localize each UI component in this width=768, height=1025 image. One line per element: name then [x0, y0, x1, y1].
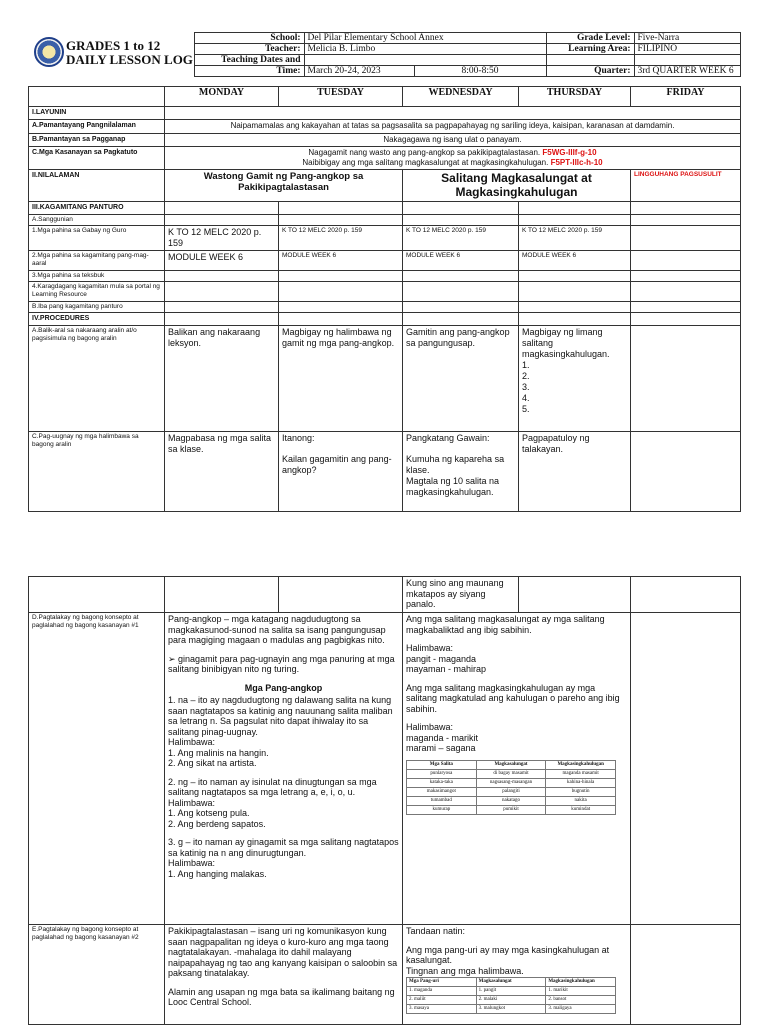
pag-uugnay: C.Pag-uugnay ng mga halimbawa sa bagong aralin: [29, 432, 165, 512]
e-wed: [403, 925, 631, 1025]
ugnay-wed-1: Pangkatang Gawain:: [406, 433, 490, 443]
balik-fri: [631, 326, 741, 432]
mini1-cell: palangiti: [476, 787, 546, 796]
mini1-cell: nagsasang-masangan: [476, 778, 546, 787]
mini1-cell: bugnutin: [546, 787, 616, 796]
pamantayan-pagganap-text: Nakagagawa ng isang ulat o panayam.: [165, 134, 741, 147]
d-mon-h3: Halimbawa:: [168, 858, 216, 868]
balik-thu: [519, 326, 631, 432]
d-mon-ex1b: 2. Ang sikat na artista.: [168, 758, 257, 768]
ugnay-tue-1: Itanong:: [282, 433, 315, 443]
teacher-label: Teacher:: [194, 44, 304, 55]
e-wed-p3: Tingnan ang mga halimbawa.: [406, 965, 524, 976]
day-tuesday: TUESDAY: [279, 87, 403, 107]
balik-mon: Balikan ang nakaraang leksyon.: [165, 326, 279, 432]
ugnay-wed-3: Magtala ng 10 salita na magkasingkahulugan.: [406, 476, 500, 497]
kg-b2: [279, 202, 403, 215]
teksbuk: 3.Mga pahina sa teksbuk: [29, 271, 165, 282]
ugnay-wed-2: Kumuha ng kapareha sa klase.: [406, 454, 505, 475]
p2-c2: [279, 577, 403, 613]
grade-label: Grade Level:: [546, 33, 634, 44]
mini2-cell: 3. malungkot: [476, 1005, 546, 1014]
sg-b3: [403, 215, 519, 226]
pr-b4: [519, 313, 631, 326]
day-monday: MONDAY: [165, 87, 279, 107]
p2-corner: [29, 577, 165, 613]
kagamitang-mag-aaral: 2.Mga pahina sa kagamitang pang-mag-aaral: [29, 251, 165, 271]
p2-c4: [519, 577, 631, 613]
logo-title-line2: DAILY LESSON LOG: [66, 51, 193, 67]
balik-thu-item: 3.: [522, 382, 530, 392]
mini1-cell: makasimangot: [407, 787, 477, 796]
melc-wed: K TO 12 MELC 2020 p. 159: [403, 226, 519, 251]
kg-b3: [403, 202, 519, 215]
d-wed-ex1: pangit - maganda: [406, 653, 477, 664]
tk-b1: [165, 271, 279, 282]
d-mon-p2: ➢ ginagamit para pag-ugnayin ang mga panuring at mga salitang binibigyan nito ng turing.: [168, 653, 395, 674]
teacher-value: Melicia B. Limbo: [304, 44, 546, 55]
d-wed-h1: Halimbawa:: [406, 643, 454, 653]
e-fri: [631, 925, 741, 1025]
karagdagang: 4.Karagdagang kagamitan mula sa portal ng Learning Resource: [29, 282, 165, 302]
ugnay-mon: Magpabasa ng mga salita sa klase.: [165, 432, 279, 512]
mini1-header: Magkasingkahulugan: [546, 760, 616, 769]
kasanayan-text: [165, 147, 741, 170]
d-mon-title: Mga Pang-angkop: [244, 682, 323, 693]
kasanayan-text2: Naibibigay ang mga salitang magkasalungat at magkasingkahulugan.: [302, 158, 549, 167]
ib-b2: [279, 302, 403, 313]
mini1-cell: nakatago: [476, 796, 546, 805]
area-label: Learning Area:: [546, 44, 634, 55]
tk-b5: [631, 271, 741, 282]
mini2-cell: 1. maganda: [407, 987, 477, 996]
ib-b1: [165, 302, 279, 313]
pamantayang-pangnilalaman-text: Naipamamalas ang kakayahan at tatas sa pagsasalita sa pagpapahayag ng sariling ideya, kaisipan, karanasan at damdamin.: [165, 120, 741, 134]
area-value: FILIPINO: [634, 44, 740, 55]
tk-b2: [279, 271, 403, 282]
balik-thu-item: 5.: [522, 404, 530, 414]
nilalaman-wed-thu: Salitang Magkasalungat at Magkasingkahulugan: [403, 170, 631, 202]
kr-b3: [403, 282, 519, 302]
balik-wed: Gamitin ang pang-angkop sa pangungusap.: [403, 326, 519, 432]
d-mon-p5: 3. g – ito naman ay ginagamit sa mga salitang nagtatapos sa katinig na n ang dinurugtungan.: [168, 837, 399, 858]
ugnay-fri: [631, 432, 741, 512]
mini2-header: Mga Pang-uri: [407, 978, 477, 987]
mini2-cell: 1. pangit: [476, 987, 546, 996]
balik-thu-text: Magbigay ng limang salitang magkasingkahulugan.: [522, 327, 610, 359]
mini1-header: Mga Salita: [407, 760, 477, 769]
kasanayan-code2: F5PT-IIIc-h-10: [550, 158, 603, 167]
module-wed: MODULE WEEK 6: [403, 251, 519, 271]
module-thu: MODULE WEEK 6: [519, 251, 631, 271]
quarter-label: Quarter:: [546, 66, 634, 77]
balik-thu-item: 1.: [522, 360, 530, 370]
mini1-cell: kataka-taka: [407, 778, 477, 787]
section-kasanayan: C.Mga Kasanayan sa Pagkatuto: [29, 147, 165, 170]
e-mon: [165, 925, 403, 1025]
nilalaman-mon-tue: Wastong Gamit ng Pang-angkop sa Pakikipagtalastasan: [165, 170, 403, 202]
day-friday: FRIDAY: [631, 87, 741, 107]
d-label: D.Pagtalakay ng bagong konsepto at paglalahad ng bagong kasanayan #1: [29, 613, 165, 925]
tk-b3: [403, 271, 519, 282]
lesson-table-page1: [28, 86, 741, 512]
ib-b4: [519, 302, 631, 313]
kr-b2: [279, 282, 403, 302]
melc-thu: K TO 12 MELC 2020 p. 159: [519, 226, 631, 251]
pr-b3: [403, 313, 519, 326]
sanggunian: A.Sanggunian: [29, 215, 165, 226]
module-mon: MODULE WEEK 6: [165, 251, 279, 271]
kasanayan-text1: Nagagamit nang wasto ang pang-angkop sa pakikipagtalastasan.: [308, 148, 541, 157]
balik-aral: A.Balik-aral sa nakaraang aralin at/o pagsisimula ng bagong aralin: [29, 326, 165, 432]
cont-wed: Kung sino ang maunang mkatapos ay siyang panalo.: [403, 577, 519, 613]
mini2-cell: 3. masaya: [407, 1005, 477, 1014]
p2-c1: [165, 577, 279, 613]
d-mon-h1: Halimbawa:: [168, 737, 216, 747]
e-mon-p1: Pakikipagtalastasan – isang uri ng komunikasyon kung saan nagpapalitan ng ideya o kuro-kuro ang mga taong nagtatalakayan. -mahalaga ito dahil malayang naipapahayag ng tao ang kanyang kaisipan o saloobin sa paksang tinatalakay.: [168, 926, 398, 978]
deped-seal-icon: [34, 37, 64, 67]
d-wed-h2: Halimbawa:: [406, 722, 454, 732]
school-value: Del Pilar Elementary School Annex: [304, 33, 546, 44]
section-pamantayang-pangnilalaman: A.Pamantayang Pangnilalaman: [29, 120, 165, 134]
module-tue: MODULE WEEK 6: [279, 251, 403, 271]
time-value: 8:00-8:50: [414, 66, 546, 77]
e-mon-p2: Alamin ang usapan ng mga bata sa ikalimang baitang ng Looc Central School.: [168, 986, 395, 1007]
mini2-cell: 2. bansot: [546, 996, 616, 1005]
day-thursday: THURSDAY: [519, 87, 631, 107]
mini1-cell: punlaryosa: [407, 769, 477, 778]
pr-b1: [165, 313, 279, 326]
ugnay-thu: Pagpapatuloy ng talakayan.: [519, 432, 631, 512]
synonym-antonym-table: [406, 760, 616, 815]
balik-thu-item: 2.: [522, 371, 530, 381]
kr-b1: [165, 282, 279, 302]
pr-b2: [279, 313, 403, 326]
mini1-cell: di bagay masamit: [476, 769, 546, 778]
ugnay-wed: [403, 432, 519, 512]
sg-b1: [165, 215, 279, 226]
section-layunin: I.LAYUNIN: [29, 107, 165, 120]
balik-thu-item: 4.: [522, 393, 530, 403]
gabay-guro: 1.Mga pahina sa Gabay ng Guro: [29, 226, 165, 251]
logo-title-line1: GRADES 1 to 12: [66, 37, 161, 53]
mini2-header: Magkasalungat: [476, 978, 546, 987]
d-mon-p1: Pang-angkop – mga katagang nagdudugtong sa magkakasunod-sunod na salita sa isang pangungusap para magiging magaan o madulas ang pagbigkas nito.: [168, 614, 386, 645]
blank-b: [634, 55, 740, 66]
mini1-cell: tumambad: [407, 796, 477, 805]
module-fri: [631, 251, 741, 271]
kg-b1: [165, 202, 279, 215]
nilalaman-fri: LINGGUHANG PAGSUSULIT: [631, 170, 741, 202]
kasanayan-code1: F5WG-IIIf-g-10: [542, 148, 597, 157]
ugnay-tue-2: Kailan gagamitin ang pang-angkop?: [282, 454, 392, 475]
d-mon-ex2a: 1. Ang kotseng pula.: [168, 808, 250, 818]
d-wed-ex4: marami – sagana: [406, 743, 476, 753]
logo-block: [28, 33, 194, 77]
melc-fri: [631, 226, 741, 251]
d-mon-h2: Halimbawa:: [168, 797, 216, 808]
e-wed-p2: Ang mga pang-uri ay may mga kasingkahulugan at kasalungat.: [406, 944, 610, 965]
balik-tue: Magbigay ng halimbawa ng gamit ng mga pang-angkop.: [279, 326, 403, 432]
sg-b5: [631, 215, 741, 226]
mini2-header: Magkasingkahulugan: [546, 978, 616, 987]
pang-uri-table: [406, 977, 616, 1014]
mini1-header: Magkasalungat: [476, 760, 546, 769]
mini2-cell: 3. maligaya: [546, 1005, 616, 1014]
school-label: School:: [194, 33, 304, 44]
section-kagamitang: III.KAGAMITANG PANTURO: [29, 202, 165, 215]
mini2-cell: 2. malaki: [476, 996, 546, 1005]
iba-pang: B.Iba pang kagamitang panturo: [29, 302, 165, 313]
kr-b5: [631, 282, 741, 302]
dates-value: March 20-24, 2023: [304, 66, 414, 77]
e-wed-p1: Tandaan natin:: [406, 926, 466, 936]
d-mon: [165, 613, 403, 925]
day-wednesday: WEDNESDAY: [403, 87, 519, 107]
grade-value: Five-Narra: [634, 33, 740, 44]
ugnay-tue: [279, 432, 403, 512]
kr-b4: [519, 282, 631, 302]
ib-b5: [631, 302, 741, 313]
mini1-cell: pumikit: [476, 805, 546, 814]
d-mon-ex1a: 1. Ang malinis na hangin.: [168, 747, 269, 758]
d-wed-ex3: maganda - marikit: [406, 732, 479, 743]
section-procedures: IV.PROCEDURES: [29, 313, 165, 326]
d-mon-ex2b: 2. Ang berdeng sapatos.: [168, 818, 266, 829]
melc-mon: K TO 12 MELC 2020 p. 159: [165, 226, 279, 251]
d-wed-p2: Ang mga salitang magkasingkahulugan ay mga salitang magkatulad ang kahulugan o pareho ang ibig sabihin.: [406, 682, 620, 714]
mini1-cell: nakita: [546, 796, 616, 805]
mini2-cell: 2. maliit: [407, 996, 477, 1005]
dates-label-2: Time:: [194, 66, 304, 77]
logo-title: [66, 39, 193, 67]
sg-b4: [519, 215, 631, 226]
lesson-table-page2: [28, 576, 741, 1025]
d-mon-ex3a: 1. Ang hanging malakas.: [168, 868, 267, 879]
mini1-cell: kumurap: [407, 805, 477, 814]
melc-tue: K TO 12 MELC 2020 p. 159: [279, 226, 403, 251]
pr-b5: [631, 313, 741, 326]
mini1-cell: kumindat: [546, 805, 616, 814]
dates-label-1: Teaching Dates and: [194, 55, 304, 66]
section-nilalaman: II.NILALAMAN: [29, 170, 165, 202]
d-fri: [631, 613, 741, 925]
mini1-cell: kahina-hinala: [546, 778, 616, 787]
d-mon-p3: 1. na – ito ay nagdudugtong ng dalawang salita na kung saan nagtatapos sa katinig ang nauunang salita maliban sa letrang n. Sa pagsulat nito dapat ihiwalay ito sa salitang pinag-uugnay.: [168, 695, 393, 737]
d-wed-ex2: mayaman - mahirap: [406, 664, 487, 674]
p2-c5: [631, 577, 741, 613]
d-wed-p1: Ang mga salitang magkasalungat ay mga salitang magkabaliktad ang ibig sabihin.: [406, 614, 605, 635]
mini2-cell: 1. marikit: [546, 987, 616, 996]
mini1-cell: maganda masamit: [546, 769, 616, 778]
kg-b4: [519, 202, 631, 215]
corner-cell: [29, 87, 165, 107]
e-label: E.Pagtalakay ng bagong konsepto at paglalahad ng bagong kasanayan #2: [29, 925, 165, 1025]
sg-b2: [279, 215, 403, 226]
layunin-blank: [165, 107, 741, 120]
header-table: [28, 32, 741, 77]
ib-b3: [403, 302, 519, 313]
d-wed: [403, 613, 631, 925]
dates-blank: [304, 55, 546, 66]
blank-a: [546, 55, 634, 66]
kg-b5: [631, 202, 741, 215]
tk-b4: [519, 271, 631, 282]
section-pamantayan-pagganap: B.Pamantayan sa Pagganap: [29, 134, 165, 147]
quarter-value: 3rd QUARTER WEEK 6: [634, 66, 740, 77]
d-mon-p4: 2. ng – ito naman ay isinulat na dinugtungan sa mga salitang nagtatapos sa mga letrang a, e, i, o, u.: [168, 776, 377, 797]
